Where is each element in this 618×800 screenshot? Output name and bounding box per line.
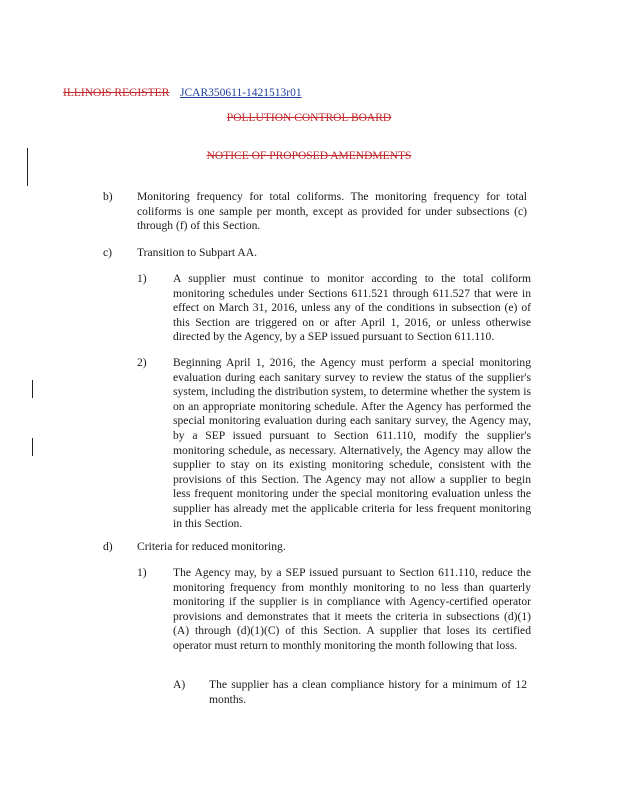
subsection-c1-label: 1) — [137, 272, 147, 285]
revision-bar — [32, 380, 33, 398]
register-header: ILLINOIS REGISTER — [63, 87, 170, 99]
subsection-d-text: Criteria for reduced monitoring. — [137, 540, 286, 553]
subsection-c-label: c) — [103, 246, 113, 259]
board-name: POLLUTION CONTROL BOARD — [226, 112, 392, 124]
subsection-c1-text: A supplier must continue to monitor according to the total coliform monitoring schedules under Sections 611.521 through 611.527 that were in effect on March 31, 2016, unless any of the conditions in subsection (e) of this Section are triggered on or after April 1, 2016, or unless otherwise directed by the Agency, by a SEP issued pursuant to Section 611.110. — [173, 272, 531, 344]
subsection-d1-label: 1) — [137, 566, 147, 579]
subsection-d1A-text: The supplier has a clean compliance history for a minimum of 12 months. — [209, 678, 527, 706]
notice-title: NOTICE OF PROPOSED AMENDMENTS — [206, 150, 412, 162]
jcar-id: JCAR350611-1421513r01 — [180, 87, 302, 99]
subsection-c-text: Transition to Subpart AA. — [137, 246, 258, 259]
subsection-d1A-label: A) — [173, 678, 186, 691]
revision-bar — [27, 148, 28, 186]
subsection-d1-text: The Agency may, by a SEP issued pursuant to Section 611.110, reduce the monitoring frequency from monthly monitoring to no less than quarterly monitoring if the supplier is in compliance with Agency-certified operator provisions and demonstrates that it meets the criteria in subsections (d)(1)(A) through (d)(1)(C) of this Section. A supplier that loses its certified operator must return to monthly monitoring the month following that loss. — [173, 566, 531, 652]
subsection-c2-label: 2) — [137, 356, 147, 369]
subsection-b-text: Monitoring frequency for total coliforms. The monitoring frequency for total coliforms is one sample per month, except as provided for under subsections (c) through (f) of this Section. — [137, 190, 527, 233]
subsection-c2-text: Beginning April 1, 2016, the Agency must perform a special monitoring evaluation during each sanitary survey to review the status of the supplier's system, including the distribution system, to determine whether the system is on an appropriate monitoring schedule. After the Agency has performed the special monitoring evaluation during each sanitary survey, the Agency may, by a SEP issued pursuant to Section 611.110, modify the supplier's monitoring schedule, as necessary. Alternatively, the Agency may allow the supplier to stay on its existing monitoring schedule, consistent with the provisions of this Section. The Agency may not allow a supplier to begin less frequent monitoring under the special monitoring evaluation unless the supplier has already met the applicable criteria for less frequent monitoring in this Section. — [173, 356, 531, 530]
revision-bar — [32, 438, 33, 456]
subsection-b-label: b) — [103, 190, 113, 203]
subsection-d-label: d) — [103, 540, 113, 553]
